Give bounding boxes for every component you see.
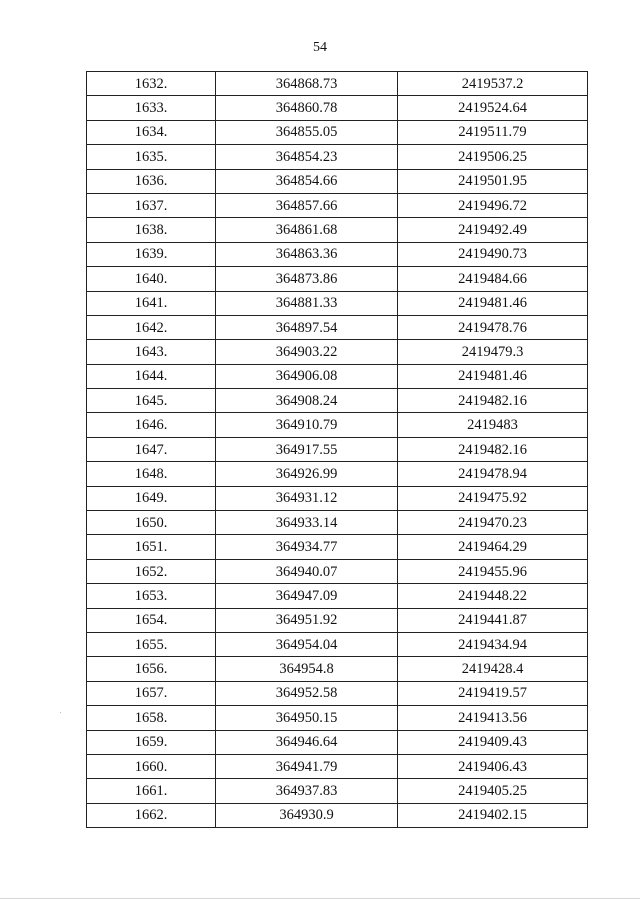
x-coordinate-cell: 364934.77 <box>216 535 398 559</box>
table-row <box>87 291 588 315</box>
page-number: 54 <box>313 40 327 55</box>
point-number-cell: 1655. <box>87 632 216 656</box>
point-number-cell: 1636. <box>87 169 216 193</box>
x-coordinate-cell: 364940.07 <box>216 559 398 583</box>
table-row <box>87 779 588 803</box>
y-coordinate-cell: 2419470.23 <box>398 511 588 535</box>
table-row <box>87 145 588 169</box>
y-coordinate-cell: 2419506.25 <box>398 145 588 169</box>
scan-speck <box>60 712 61 713</box>
point-number-cell: 1638. <box>87 218 216 242</box>
point-number-cell: 1652. <box>87 559 216 583</box>
x-coordinate-cell: 364873.86 <box>216 267 398 291</box>
table-row <box>87 413 588 437</box>
point-number-cell: 1657. <box>87 681 216 705</box>
y-coordinate-cell: 2419448.22 <box>398 584 588 608</box>
table-row <box>87 535 588 559</box>
x-coordinate-cell: 364860.78 <box>216 96 398 120</box>
y-coordinate-cell: 2419496.72 <box>398 193 588 217</box>
x-coordinate-cell: 364855.05 <box>216 120 398 144</box>
point-number-cell: 1635. <box>87 145 216 169</box>
table-row <box>87 389 588 413</box>
y-coordinate-cell: 2419482.16 <box>398 389 588 413</box>
table-row <box>87 340 588 364</box>
x-coordinate-cell: 364857.66 <box>216 193 398 217</box>
scan-edge-line <box>0 898 640 899</box>
x-coordinate-cell: 364903.22 <box>216 340 398 364</box>
table-row <box>87 193 588 217</box>
x-coordinate-cell: 364908.24 <box>216 389 398 413</box>
point-number-cell: 1639. <box>87 242 216 266</box>
y-coordinate-cell: 2419405.25 <box>398 779 588 803</box>
y-coordinate-cell: 2419537.2 <box>398 72 588 96</box>
point-number-cell: 1633. <box>87 96 216 120</box>
y-coordinate-cell: 2419483 <box>398 413 588 437</box>
y-coordinate-cell: 2419406.43 <box>398 754 588 778</box>
y-coordinate-cell: 2419478.76 <box>398 315 588 339</box>
x-coordinate-cell: 364854.23 <box>216 145 398 169</box>
point-number-cell: 1641. <box>87 291 216 315</box>
table-row <box>87 706 588 730</box>
point-number-cell: 1632. <box>87 72 216 96</box>
point-number-cell: 1647. <box>87 437 216 461</box>
table-row <box>87 437 588 461</box>
coordinates-table <box>86 71 588 828</box>
point-number-cell: 1659. <box>87 730 216 754</box>
table-row <box>87 315 588 339</box>
x-coordinate-cell: 364917.55 <box>216 437 398 461</box>
point-number-cell: 1645. <box>87 389 216 413</box>
y-coordinate-cell: 2419481.46 <box>398 291 588 315</box>
y-coordinate-cell: 2419409.43 <box>398 730 588 754</box>
x-coordinate-cell: 364930.9 <box>216 803 398 827</box>
point-number-cell: 1651. <box>87 535 216 559</box>
y-coordinate-cell: 2419490.73 <box>398 242 588 266</box>
x-coordinate-cell: 364881.33 <box>216 291 398 315</box>
x-coordinate-cell: 364863.36 <box>216 242 398 266</box>
x-coordinate-cell: 364954.04 <box>216 632 398 656</box>
point-number-cell: 1653. <box>87 584 216 608</box>
x-coordinate-cell: 364951.92 <box>216 608 398 632</box>
point-number-cell: 1658. <box>87 706 216 730</box>
table-row <box>87 584 588 608</box>
point-number-cell: 1643. <box>87 340 216 364</box>
point-number-cell: 1646. <box>87 413 216 437</box>
point-number-cell: 1649. <box>87 486 216 510</box>
table-row <box>87 657 588 681</box>
table-row <box>87 559 588 583</box>
y-coordinate-cell: 2419481.46 <box>398 364 588 388</box>
table-row <box>87 462 588 486</box>
table-row <box>87 242 588 266</box>
x-coordinate-cell: 364854.66 <box>216 169 398 193</box>
y-coordinate-cell: 2419479.3 <box>398 340 588 364</box>
table-row <box>87 120 588 144</box>
x-coordinate-cell: 364897.54 <box>216 315 398 339</box>
y-coordinate-cell: 2419524.64 <box>398 96 588 120</box>
y-coordinate-cell: 2419482.16 <box>398 437 588 461</box>
table-row <box>87 218 588 242</box>
table-row <box>87 608 588 632</box>
point-number-cell: 1650. <box>87 511 216 535</box>
table-row <box>87 681 588 705</box>
point-number-cell: 1648. <box>87 462 216 486</box>
point-number-cell: 1637. <box>87 193 216 217</box>
table-row <box>87 267 588 291</box>
y-coordinate-cell: 2419511.79 <box>398 120 588 144</box>
y-coordinate-cell: 2419501.95 <box>398 169 588 193</box>
point-number-cell: 1644. <box>87 364 216 388</box>
x-coordinate-cell: 364931.12 <box>216 486 398 510</box>
x-coordinate-cell: 364952.58 <box>216 681 398 705</box>
y-coordinate-cell: 2419455.96 <box>398 559 588 583</box>
y-coordinate-cell: 2419484.66 <box>398 267 588 291</box>
x-coordinate-cell: 364933.14 <box>216 511 398 535</box>
point-number-cell: 1654. <box>87 608 216 632</box>
x-coordinate-cell: 364954.8 <box>216 657 398 681</box>
coordinates-table-body <box>87 72 588 828</box>
table-row <box>87 364 588 388</box>
point-number-cell: 1640. <box>87 267 216 291</box>
table-row <box>87 632 588 656</box>
y-coordinate-cell: 2419402.15 <box>398 803 588 827</box>
table-row <box>87 803 588 827</box>
x-coordinate-cell: 364947.09 <box>216 584 398 608</box>
x-coordinate-cell: 364941.79 <box>216 754 398 778</box>
table-row <box>87 730 588 754</box>
y-coordinate-cell: 2419464.29 <box>398 535 588 559</box>
point-number-cell: 1660. <box>87 754 216 778</box>
point-number-cell: 1656. <box>87 657 216 681</box>
y-coordinate-cell: 2419419.57 <box>398 681 588 705</box>
y-coordinate-cell: 2419475.92 <box>398 486 588 510</box>
y-coordinate-cell: 2419434.94 <box>398 632 588 656</box>
point-number-cell: 1662. <box>87 803 216 827</box>
table-row <box>87 511 588 535</box>
y-coordinate-cell: 2419478.94 <box>398 462 588 486</box>
y-coordinate-cell: 2419492.49 <box>398 218 588 242</box>
x-coordinate-cell: 364861.68 <box>216 218 398 242</box>
table-row <box>87 754 588 778</box>
x-coordinate-cell: 364906.08 <box>216 364 398 388</box>
x-coordinate-cell: 364937.83 <box>216 779 398 803</box>
y-coordinate-cell: 2419441.87 <box>398 608 588 632</box>
point-number-cell: 1642. <box>87 315 216 339</box>
x-coordinate-cell: 364950.15 <box>216 706 398 730</box>
y-coordinate-cell: 2419428.4 <box>398 657 588 681</box>
table-row <box>87 72 588 96</box>
table-row <box>87 96 588 120</box>
table-row <box>87 486 588 510</box>
x-coordinate-cell: 364946.64 <box>216 730 398 754</box>
x-coordinate-cell: 364868.73 <box>216 72 398 96</box>
point-number-cell: 1661. <box>87 779 216 803</box>
point-number-cell: 1634. <box>87 120 216 144</box>
table-row <box>87 169 588 193</box>
x-coordinate-cell: 364926.99 <box>216 462 398 486</box>
x-coordinate-cell: 364910.79 <box>216 413 398 437</box>
y-coordinate-cell: 2419413.56 <box>398 706 588 730</box>
